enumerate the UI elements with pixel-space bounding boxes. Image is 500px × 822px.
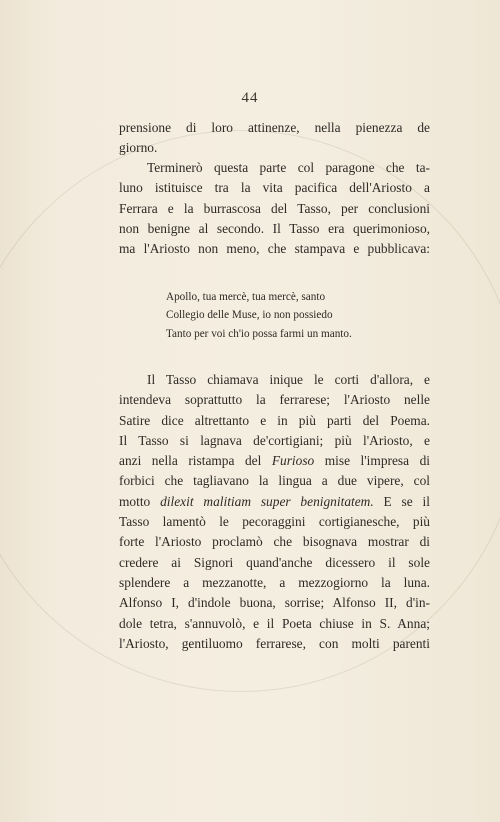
verse-line: Collegio delle Muse, io non possiedo <box>166 309 333 322</box>
text-line: dole tetra, s'annuvolò, e il Poeta chiuse in S. Anna; <box>119 615 430 631</box>
text-line: Satire dice altrettanto e in più parti del Poema. <box>119 412 430 428</box>
text-segment: mise l'impresa di <box>314 453 430 469</box>
text-line: Ferrara e la burrascosa del Tasso, per conclusioni <box>119 200 430 216</box>
text-line: forte l'Ariosto proclamò che bisognava mostrar di <box>119 534 430 550</box>
text-line: prensione di loro attinenze, nella pienezza de <box>119 120 430 135</box>
text-line: Tasso lamentò le pecoraggini cortigianesche, più <box>119 514 430 530</box>
text-line: non benigne al secondo. Il Tasso era querimonioso, <box>119 220 430 236</box>
text-line: Il Tasso chiamava inique le corti d'allora, e <box>147 372 430 387</box>
text-line <box>119 451 430 471</box>
italic-motto: dilexit malitiam super benignitatem. <box>160 493 374 509</box>
text-segment: E se il <box>373 493 430 509</box>
verse-quotation <box>166 288 416 343</box>
italic-title: Furioso <box>271 453 315 469</box>
text-line: ma l'Ariosto non meno, che stampava e pubblicava: <box>119 241 430 257</box>
text-line: l'Ariosto, gentiluomo ferrarese, con molti parenti <box>119 635 430 651</box>
text-line: intendeva soprattutto la ferrarese; l'Ariosto nelle <box>119 392 430 408</box>
text-segment: motto <box>119 493 161 509</box>
text-line: credere ai Signori quand'anche dicessero il sole <box>119 554 430 570</box>
text-line <box>119 492 430 512</box>
text-segment: anzi nella ristampa del <box>119 453 272 469</box>
verse-line: Tanto per voi ch'io possa farmi un manto. <box>166 327 352 340</box>
text-line: Il Tasso si lagnava de'cortigiani; più l'Ariosto, e <box>119 432 430 448</box>
paragraph-continuation <box>119 118 430 159</box>
text-line: forbici che tagliavano la lingua a due vipere, col <box>119 473 430 489</box>
page-number: 44 <box>241 90 259 106</box>
text-line: Terminerò questa parte col paragone che ta- <box>147 160 430 175</box>
paragraph-comparison <box>119 158 430 259</box>
text-line: luno istituisce tra la vita pacifica dell'Ariosto a <box>119 180 430 196</box>
text-line: Alfonso I, d'indole buona, sorrise; Alfonso II, d'in- <box>119 595 430 611</box>
verse-line: Apollo, tua mercè, tua mercè, santo <box>166 291 326 303</box>
paragraph-tasso-ariosto <box>119 370 430 654</box>
text-line: giorno. <box>119 140 158 156</box>
text-line: splendere a mezzanotte, a mezzogiorno la luna. <box>119 574 430 590</box>
